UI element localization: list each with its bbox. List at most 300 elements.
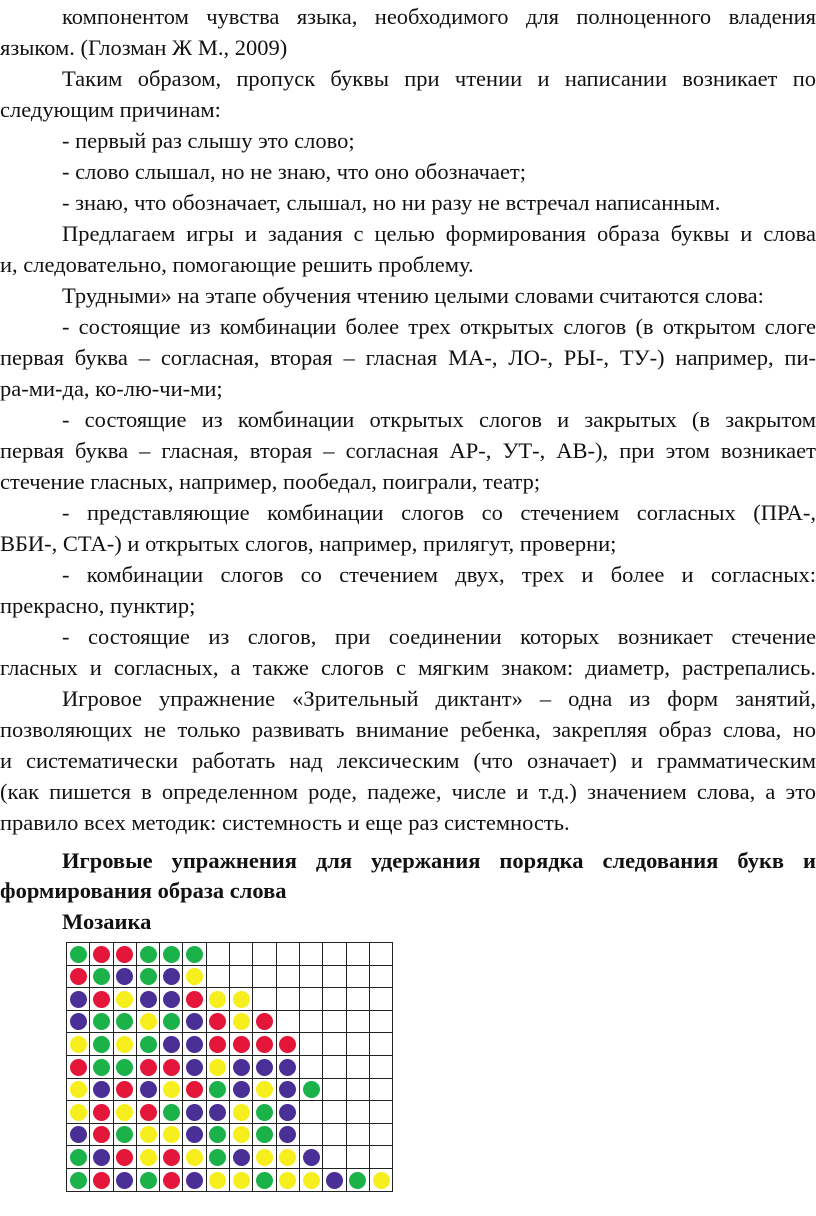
colored-dot	[93, 1036, 110, 1053]
colored-dot	[233, 1036, 250, 1053]
colored-dot	[140, 1036, 157, 1053]
mosaic-cell	[369, 1055, 392, 1078]
colored-dot	[256, 1036, 273, 1053]
mosaic-cell	[323, 965, 346, 988]
mosaic-row	[67, 943, 393, 966]
mosaic-cell	[253, 1055, 276, 1078]
mosaic-cell	[346, 1078, 369, 1101]
mosaic-cell	[160, 988, 183, 1011]
mosaic-cell	[276, 1033, 299, 1056]
colored-dot	[326, 1172, 343, 1189]
mosaic-cell	[183, 1123, 206, 1146]
mosaic-cell	[323, 1078, 346, 1101]
colored-dot	[186, 1126, 203, 1143]
mosaic-cell	[276, 1078, 299, 1101]
mosaic-cell	[90, 965, 113, 988]
mosaic-cell	[206, 988, 229, 1011]
colored-dot	[233, 1013, 250, 1030]
mosaic-cell	[369, 965, 392, 988]
mosaic-row	[67, 1146, 393, 1169]
mosaic-cell	[346, 943, 369, 966]
mosaic-cell	[369, 1033, 392, 1056]
colored-dot	[116, 1104, 133, 1121]
mosaic-cell	[136, 1078, 159, 1101]
mosaic-cell	[299, 1101, 322, 1124]
mosaic-cell	[183, 1101, 206, 1124]
colored-dot	[70, 1149, 87, 1166]
text-line: - комбинации слогов со стечением двух, трех и более и согласных:	[62, 562, 816, 587]
text-line: - состоящие из слогов, при соединении которых возникает стечение	[62, 624, 816, 649]
text-line: ра-ми-да, ко-лю-чи-ми;	[0, 376, 223, 401]
mosaic-cell	[230, 943, 253, 966]
mosaic-row	[67, 1055, 393, 1078]
colored-dot	[303, 1172, 320, 1189]
colored-dot	[93, 968, 110, 985]
mosaic-cell	[253, 1033, 276, 1056]
colored-dot	[163, 1036, 180, 1053]
colored-dot	[163, 1126, 180, 1143]
mosaic-row	[67, 1168, 393, 1191]
text-line: первая буква – согласная, вторая – гласная МА-, ЛО-, РЫ-, ТУ-) например, пи-	[0, 345, 816, 370]
mosaic-grid	[66, 942, 393, 1192]
colored-dot	[116, 1149, 133, 1166]
colored-dot	[140, 1013, 157, 1030]
colored-dot	[186, 1104, 203, 1121]
colored-dot	[186, 1036, 203, 1053]
mosaic-cell	[276, 1146, 299, 1169]
colored-dot	[116, 1172, 133, 1189]
colored-dot	[140, 946, 157, 963]
mosaic-cell	[346, 1033, 369, 1056]
mosaic-cell	[206, 1101, 229, 1124]
mosaic-cell	[230, 965, 253, 988]
text-line: и систематически работать над лексическим (что означает) и грамматическим	[0, 748, 816, 773]
colored-dot	[209, 1126, 226, 1143]
mosaic-cell	[299, 1033, 322, 1056]
colored-dot	[116, 991, 133, 1008]
mosaic-cell	[183, 988, 206, 1011]
mosaic-cell	[136, 1010, 159, 1033]
colored-dot	[233, 1172, 250, 1189]
mosaic-cell	[299, 988, 322, 1011]
mosaic-cell	[136, 965, 159, 988]
colored-dot	[209, 1104, 226, 1121]
colored-dot	[93, 1081, 110, 1098]
colored-dot	[279, 1149, 296, 1166]
colored-dot	[186, 968, 203, 985]
mosaic-cell	[346, 1101, 369, 1124]
mosaic-cell	[299, 1123, 322, 1146]
text-line: - состоящие из комбинации более трех открытых слогов (в открытом слоге	[62, 314, 816, 339]
mosaic-cell	[323, 1168, 346, 1191]
colored-dot	[233, 1104, 250, 1121]
colored-dot	[140, 1126, 157, 1143]
subheading-mosaic: Мозаика	[62, 909, 152, 934]
colored-dot	[209, 1081, 226, 1098]
colored-dot	[186, 1081, 203, 1098]
colored-dot	[186, 1013, 203, 1030]
mosaic-cell	[299, 1078, 322, 1101]
mosaic-cell	[113, 1101, 136, 1124]
mosaic-cell	[206, 1055, 229, 1078]
mosaic-cell	[90, 943, 113, 966]
mosaic-cell	[253, 1123, 276, 1146]
colored-dot	[140, 1059, 157, 1076]
colored-dot	[303, 1149, 320, 1166]
colored-dot	[140, 1172, 157, 1189]
colored-dot	[186, 991, 203, 1008]
text-line: компонентом чувства языка, необходимого для полноценного владения	[62, 4, 816, 29]
mosaic-cell	[346, 1146, 369, 1169]
text-line: Трудными» на этапе обучения чтению целыми словами считаются слова:	[62, 283, 764, 308]
mosaic-cell	[206, 943, 229, 966]
mosaic-cell	[230, 1010, 253, 1033]
mosaic-cell	[90, 1033, 113, 1056]
colored-dot	[279, 1059, 296, 1076]
colored-dot	[233, 1059, 250, 1076]
colored-dot	[303, 1081, 320, 1098]
mosaic-cell	[323, 1055, 346, 1078]
mosaic-cell	[113, 1123, 136, 1146]
mosaic-cell	[67, 1168, 90, 1191]
colored-dot	[373, 1172, 390, 1189]
mosaic-cell	[253, 965, 276, 988]
colored-dot	[116, 968, 133, 985]
mosaic-cell	[346, 1123, 369, 1146]
mosaic-cell	[113, 943, 136, 966]
mosaic-cell	[136, 1146, 159, 1169]
colored-dot	[256, 1104, 273, 1121]
text-line: правило всех методик: системность и еще раз системность.	[0, 810, 570, 835]
mosaic-cell	[160, 1010, 183, 1033]
mosaic-cell	[160, 1033, 183, 1056]
colored-dot	[163, 1059, 180, 1076]
mosaic-cell	[369, 1078, 392, 1101]
colored-dot	[140, 968, 157, 985]
mosaic-cell	[67, 943, 90, 966]
colored-dot	[70, 1104, 87, 1121]
text-line: - знаю, что обозначает, слышал, но ни разу не встречал написанным.	[62, 190, 721, 215]
colored-dot	[93, 1172, 110, 1189]
mosaic-cell	[346, 965, 369, 988]
mosaic-cell	[299, 1055, 322, 1078]
colored-dot	[233, 1081, 250, 1098]
colored-dot	[209, 1013, 226, 1030]
mosaic-cell	[90, 1168, 113, 1191]
colored-dot	[163, 1013, 180, 1030]
mosaic-cell	[67, 1033, 90, 1056]
mosaic-cell	[113, 988, 136, 1011]
mosaic-cell	[346, 1168, 369, 1191]
mosaic-cell	[67, 1055, 90, 1078]
text-line: позволяющих не только развивать внимание ребенка, закрепляя образ слова, но	[0, 717, 816, 742]
mosaic-cell	[206, 965, 229, 988]
mosaic-row	[67, 988, 393, 1011]
mosaic-cell	[346, 1010, 369, 1033]
colored-dot	[163, 1081, 180, 1098]
mosaic-cell	[136, 1055, 159, 1078]
colored-dot	[116, 1126, 133, 1143]
mosaic-cell	[136, 1101, 159, 1124]
mosaic-cell	[276, 1168, 299, 1191]
mosaic-cell	[113, 965, 136, 988]
mosaic-cell	[160, 1078, 183, 1101]
mosaic-cell	[160, 1168, 183, 1191]
text-line: Игровое упражнение «Зрительный диктант» – одна из форм занятий,	[62, 686, 816, 711]
mosaic-cell	[276, 988, 299, 1011]
mosaic-cell	[67, 988, 90, 1011]
mosaic-cell	[136, 988, 159, 1011]
colored-dot	[70, 991, 87, 1008]
colored-dot	[70, 968, 87, 985]
colored-dot	[256, 1013, 273, 1030]
mosaic-cell	[160, 1146, 183, 1169]
mosaic-cell	[299, 943, 322, 966]
text-line: стечение гласных, например, пообедал, поиграли, театр;	[0, 469, 541, 494]
mosaic-cell	[369, 1101, 392, 1124]
mosaic-cell	[253, 1010, 276, 1033]
colored-dot	[279, 1081, 296, 1098]
text-line: гласных и согласных, а также слогов с мягким знаком: диаметр, растрепались.	[0, 655, 816, 680]
colored-dot	[93, 1059, 110, 1076]
mosaic-cell	[299, 1168, 322, 1191]
text-line: Предлагаем игры и задания с целью формирования образа буквы и слова	[62, 221, 816, 246]
colored-dot	[233, 1149, 250, 1166]
colored-dot	[209, 1059, 226, 1076]
colored-dot	[256, 1126, 273, 1143]
colored-dot	[116, 1081, 133, 1098]
mosaic-cell	[369, 988, 392, 1011]
mosaic-cell	[90, 1055, 113, 1078]
colored-dot	[93, 1104, 110, 1121]
text-line: (как пишется в определенном роде, падеже, числе и т.д.) значением слова, а это	[0, 779, 816, 804]
colored-dot	[93, 991, 110, 1008]
colored-dot	[116, 1059, 133, 1076]
mosaic-cell	[206, 1010, 229, 1033]
mosaic-row	[67, 1101, 393, 1124]
colored-dot	[140, 991, 157, 1008]
colored-dot	[186, 1059, 203, 1076]
colored-dot	[209, 991, 226, 1008]
mosaic-cell	[113, 1078, 136, 1101]
mosaic-cell	[230, 1078, 253, 1101]
mosaic-cell	[90, 1010, 113, 1033]
mosaic-cell	[369, 1168, 392, 1191]
mosaic-cell	[67, 1010, 90, 1033]
mosaic-cell	[67, 1101, 90, 1124]
mosaic-cell	[136, 1168, 159, 1191]
mosaic-cell	[299, 1010, 322, 1033]
mosaic-cell	[230, 1123, 253, 1146]
colored-dot	[140, 1104, 157, 1121]
mosaic-cell	[323, 943, 346, 966]
mosaic-cell	[253, 988, 276, 1011]
colored-dot	[116, 1013, 133, 1030]
mosaic-cell	[276, 965, 299, 988]
mosaic-cell	[276, 943, 299, 966]
mosaic-cell	[230, 1101, 253, 1124]
mosaic-cell	[160, 1055, 183, 1078]
mosaic-cell	[183, 1146, 206, 1169]
colored-dot	[163, 946, 180, 963]
colored-dot	[349, 1172, 366, 1189]
section-heading-line-1: Игровые упражнения для удержания порядка следования букв и	[62, 848, 816, 873]
text-line: ВБИ-, СТА-) и открытых слогов, например, прилягут, проверни;	[0, 531, 617, 556]
mosaic-cell	[67, 1123, 90, 1146]
colored-dot	[116, 1036, 133, 1053]
mosaic-cell	[323, 988, 346, 1011]
mosaic-cell	[90, 1123, 113, 1146]
mosaic-cell	[183, 1078, 206, 1101]
mosaic-cell	[230, 1033, 253, 1056]
colored-dot	[279, 1036, 296, 1053]
colored-dot	[256, 1081, 273, 1098]
mosaic-cell	[113, 1146, 136, 1169]
mosaic-cell	[276, 1123, 299, 1146]
mosaic-cell	[253, 943, 276, 966]
mosaic-cell	[67, 1146, 90, 1169]
mosaic-cell	[113, 1055, 136, 1078]
mosaic-cell	[206, 1123, 229, 1146]
mosaic-cell	[369, 1010, 392, 1033]
mosaic-cell	[323, 1033, 346, 1056]
mosaic-cell	[230, 988, 253, 1011]
colored-dot	[209, 1149, 226, 1166]
mosaic-row	[67, 1033, 393, 1056]
text-line: - состоящие из комбинации открытых слогов и закрытых (в закрытом	[62, 407, 816, 432]
colored-dot	[70, 946, 87, 963]
text-line: первая буква – гласная, вторая – согласная АР-, УТ-, АВ-), при этом возникает	[0, 438, 816, 463]
colored-dot	[70, 1036, 87, 1053]
mosaic-cell	[299, 1146, 322, 1169]
colored-dot	[209, 1036, 226, 1053]
mosaic-cell	[276, 1055, 299, 1078]
mosaic-cell	[369, 943, 392, 966]
mosaic-cell	[253, 1101, 276, 1124]
mosaic-cell	[230, 1055, 253, 1078]
mosaic-cell	[206, 1033, 229, 1056]
colored-dot	[279, 1126, 296, 1143]
mosaic-cell	[230, 1168, 253, 1191]
colored-dot	[93, 1149, 110, 1166]
mosaic-cell	[183, 1055, 206, 1078]
mosaic-cell	[90, 1146, 113, 1169]
text-line: языком. (Глозман Ж М., 2009)	[0, 35, 288, 60]
colored-dot	[256, 1172, 273, 1189]
colored-dot	[70, 1126, 87, 1143]
mosaic-cell	[299, 965, 322, 988]
colored-dot	[163, 1149, 180, 1166]
colored-dot	[163, 1104, 180, 1121]
mosaic-cell	[113, 1010, 136, 1033]
mosaic-row	[67, 1123, 393, 1146]
mosaic-cell	[323, 1146, 346, 1169]
mosaic-cell	[230, 1146, 253, 1169]
mosaic-cell	[323, 1101, 346, 1124]
colored-dot	[233, 1126, 250, 1143]
mosaic-cell	[90, 1078, 113, 1101]
mosaic-cell	[160, 965, 183, 988]
mosaic-cell	[253, 1168, 276, 1191]
mosaic-cell	[67, 1078, 90, 1101]
text-line: и, следовательно, помогающие решить проблему.	[0, 252, 474, 277]
mosaic-cell	[346, 988, 369, 1011]
mosaic-cell	[136, 1123, 159, 1146]
mosaic-cell	[253, 1146, 276, 1169]
text-line: - слово слышал, но не знаю, что оно обозначает;	[62, 159, 527, 184]
mosaic-cell	[183, 965, 206, 988]
mosaic-cell	[160, 1101, 183, 1124]
mosaic-cell	[183, 943, 206, 966]
colored-dot	[140, 1081, 157, 1098]
text-line: прекрасно, пунктир;	[0, 593, 196, 618]
colored-dot	[70, 1172, 87, 1189]
colored-dot	[163, 968, 180, 985]
colored-dot	[116, 946, 133, 963]
mosaic-cell	[113, 1033, 136, 1056]
colored-dot	[256, 1059, 273, 1076]
colored-dot	[93, 1013, 110, 1030]
colored-dot	[93, 1126, 110, 1143]
colored-dot	[186, 1172, 203, 1189]
mosaic-cell	[323, 1010, 346, 1033]
colored-dot	[186, 946, 203, 963]
mosaic-cell	[183, 1033, 206, 1056]
mosaic-cell	[346, 1055, 369, 1078]
colored-dot	[233, 991, 250, 1008]
colored-dot	[209, 1172, 226, 1189]
colored-dot	[163, 991, 180, 1008]
mosaic-cell	[136, 1033, 159, 1056]
mosaic-cell	[206, 1168, 229, 1191]
colored-dot	[279, 1172, 296, 1189]
section-heading-line-2: формирования образа слова	[0, 878, 287, 903]
text-line: Таким образом, пропуск буквы при чтении и написании возникает по	[62, 66, 816, 91]
mosaic-cell	[113, 1168, 136, 1191]
text-line: следующим причинам:	[0, 97, 221, 122]
mosaic-cell	[369, 1123, 392, 1146]
mosaic-cell	[183, 1010, 206, 1033]
colored-dot	[279, 1104, 296, 1121]
colored-dot	[93, 946, 110, 963]
mosaic-cell	[206, 1146, 229, 1169]
mosaic-row	[67, 965, 393, 988]
mosaic-row	[67, 1078, 393, 1101]
colored-dot	[140, 1149, 157, 1166]
colored-dot	[70, 1013, 87, 1030]
mosaic-cell	[136, 943, 159, 966]
mosaic-cell	[276, 1101, 299, 1124]
mosaic-cell	[206, 1078, 229, 1101]
text-line: - первый раз слышу это слово;	[62, 128, 355, 153]
colored-dot	[186, 1149, 203, 1166]
colored-dot	[163, 1172, 180, 1189]
mosaic-cell	[160, 1123, 183, 1146]
mosaic-cell	[90, 988, 113, 1011]
mosaic-cell	[183, 1168, 206, 1191]
mosaic-cell	[369, 1146, 392, 1169]
mosaic-cell	[160, 943, 183, 966]
mosaic-cell	[90, 1101, 113, 1124]
mosaic-cell	[253, 1078, 276, 1101]
text-line: - представляющие комбинации слогов со стечением согласных (ПРА-,	[62, 500, 816, 525]
mosaic-cell	[276, 1010, 299, 1033]
mosaic-cell	[67, 965, 90, 988]
colored-dot	[70, 1059, 87, 1076]
mosaic-cell	[323, 1123, 346, 1146]
mosaic-row	[67, 1010, 393, 1033]
colored-dot	[70, 1081, 87, 1098]
